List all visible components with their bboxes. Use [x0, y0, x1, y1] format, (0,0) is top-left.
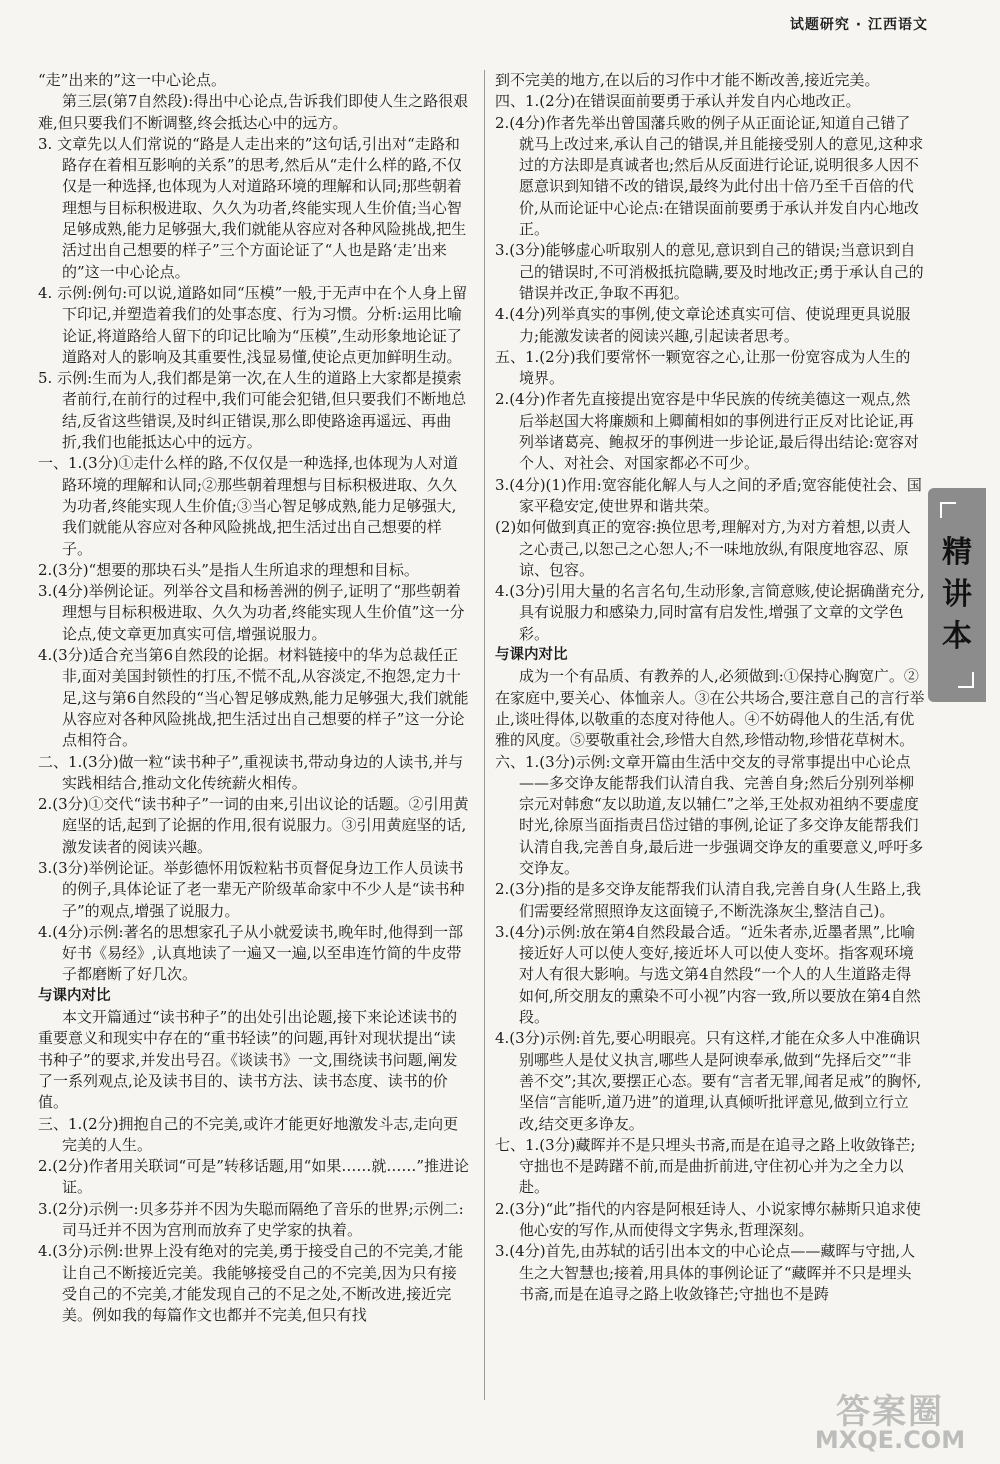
answer-paragraph: 2.(3分)“此”指代的内容是阿根廷诗人、小说家博尔赫斯只追求使他心安的写作,从而使得文字隽永,哲理深刻。 [495, 1199, 921, 1240]
answer-paragraph: 成为一个有品质、有教养的人,必须做到:①保持心胸宽广。②在家庭中,要关心、体恤亲人。③在公共场合,要注意自己的言行举止,谈吐得体,以敬重的态度对待他人。④不妨碍他人的生活,有优雅的风度。⑤要敬重社会,珍惜大自然,珍惜动物,珍惜花草树木。 [495, 667, 925, 750]
answer-paragraph: 4.(4分)示例:著名的思想家孔子从小就爱读书,晚年时,他得到一部好书《易经》,认真地读了一遍又一遍,以至串连竹简的牛皮带子都磨断了好几次。 [38, 922, 464, 984]
answer-paragraph: 5. 示例:生而为人,我们都是第一次,在人生的道路上大家都是摸索者前行,在前行的过程中,我们可能会犯错,但只要我们不断地总结,反省这些错误,及时纠正错误,那么即使路途再遥远、再曲折,我们也能抵达心中的远方。 [38, 369, 467, 452]
answer-paragraph: 2.(4分)作者先举出曾国藩兵败的例子从正面论证,知道自己错了就马上改过来,承认自己的错误,并且能接受别人的意见,这种求过的方法即是真诚者也;然后从反面进行论证,说明很多人因不愿意识到知错不改的错误,最终为此付出十倍乃至千百倍的代价,从而论证中心论点:在错误面前要勇于承认并发自内心地改正。 [495, 113, 924, 239]
answer-paragraph: 2.(3分)指的是多交诤友能帮我们认清自我,完善自身(人生路上,我们需要经常照照诤友这面镜子,不断洗涤灰尘,整洁自己)。 [495, 880, 921, 920]
section-heading: 与课内对比 [38, 987, 111, 1004]
answer-paragraph: 一、1.(3分)①走什么样的路,不仅仅是一种选择,也体现为人对道路环境的理解和认同;②那些朝着理想与目标积极进取、久久为功者,终能实现人生价值;③当心智足够成熟,能力足够强大,我们就能从容应对各种风险挑战,把生活过出自己想要的样子。 [38, 454, 459, 558]
answer-paragraph: 3.(3分)能够虚心听取别人的意见,意识到自己的错误;当意识到自己的错误时,不可消极抵抗隐瞒,要及时地改正;勇于承认自己的错误并改正,争取不再犯。 [495, 241, 924, 302]
answer-paragraph: 3.(4分)(1)作用:宽容能化解人与人之间的矛盾;宽容能使社会、国家平稳安定,使世界和谐共荣。 [495, 475, 922, 515]
section-heading: 与课内对比 [495, 647, 568, 664]
answer-paragraph: 4.(3分)示例:世界上没有绝对的完美,勇于接受自己的不完美,才能让自己不断接近完美。我能够接受自己的不完美,因为只有接受自己的不完美,才能发现自己的不足之处,不断改进,接近完美。例如我的每篇作文也都并不完美,但只有找 [38, 1242, 464, 1325]
answer-paragraph: 4.(3分)示例:首先,要心明眼亮。只有这样,才能在众多人中准确识别哪些人是仗义执言,哪些人是阿谀奉承,做到“先择后交”“非善不交”;其次,要摆正心态。要有“言者无罪,闻者足戒”的胸怀,坚信“言能听,道乃进”的道理,认真倾听批评意见,做到立行立改,结交更多诤友。 [495, 1029, 922, 1133]
left-column [38, 70, 470, 1327]
answer-paragraph: 七、1.(3分)藏晖并不是只埋头书斋,而是在追寻之路上收敛锋芒;守拙也不是踌躇不前,而是曲折前进,守住初心并为之全力以赴。 [495, 1135, 916, 1197]
answer-paragraph: 2.(4分)作者先直接提出宽容是中华民族的传统美德这一观点,然后举赵国大将廉颇和上卿蔺相如的事例进行正反对比论证,再列举诸葛亮、鲍叔牙的事例进一步论证,最后得出结论:宽容对个人、对社会、对国家都必不可少。 [495, 390, 919, 473]
answer-paragraph: 3.(4分)举例论证。列举谷文昌和杨善洲的例子,证明了“那些朝着理想与目标积极进取、久久为功者,终能实现人生价值”这一分论点,使文章更加真实可信,增强说服力。 [38, 582, 465, 643]
bracket-bottom-icon [958, 672, 974, 688]
column-divider [484, 70, 485, 1400]
answer-paragraph: 五、1.(2分)我们要常怀一颗宽容之心,让那一份宽容成为人生的境界。 [495, 347, 911, 388]
answer-paragraph: 4. 示例:例句:可以说,道路如同“压模”一般,于无声中在个人身上留下印记,并塑造着我们的处事态度、行为习惯。分析:运用比喻论证,将道路给人留下的印记比喻为“压模”,生动形象地论证了道路对人的影响及其重要性,浅显易懂,使论点更加鲜明生动。 [38, 283, 468, 366]
bracket-top-icon [940, 502, 956, 518]
answer-paragraph: 四、1.(2分)在错误面前要勇于承认并发自内心地改正。 [495, 92, 861, 111]
side-tab [928, 488, 986, 702]
watermark-text: 答案圈 [836, 1392, 944, 1432]
answer-paragraph: 4.(3分)适合充当第6自然段的论据。材料链接中的华为总裁任正非,面对美国封锁性的打压,不慌不乱,从容淡定,不抱怨,定力十足,这与第6自然段的“当心智足够成熟,能力足够强大,我们就能从容应对各种风险挑战,把生活过出自己想要的样子”这一分论点相符合。 [38, 646, 469, 750]
answer-paragraph: (2)如何做到真正的宽容:换位思考,理解对方,为对方着想,以责人之心责己,以恕己之心恕人;不一味地放纵,有限度地容忍、原谅、包容。 [495, 518, 911, 579]
answer-paragraph: 2.(2分)作者用关联词“可是”转移话题,用“如果……就……”推进论证。 [38, 1157, 470, 1197]
answer-paragraph: 本文开篇通过“读书种子”的出处引出论题,接下来论述读书的重要意义和现实中存在的“重书轻读”的问题,再针对现状提出“读书种子”的要求,并发出号召。《谈读书》一文,围绕读书问题,阐发了一系列观点,论及读书目的、读书方法、读书态度、读书的价值。 [38, 1008, 458, 1112]
answer-paragraph: 3. 文章先以人们常说的“路是人走出来的”这句话,引出对“走路和路存在着相互影响的关系”的思考,然后从“走什么样的路,不仅仅是一种选择,也体现为人对道路环境的理解和认同;那些朝着理想与目标积极进取、久久为功者,终能实现人生价值;当心智足够成熟,能力足够强大,我们就能从容应对各种风险挑战,把生活过出自己想要的样子”三个方面论证了“人也是路‘走’出来的”这一中心论点。 [38, 134, 467, 281]
answer-paragraph: 3.(3分)举例论证。举彭德怀用饭粒粘书页督促身边工作人员读书的例子,具体论证了老一辈无产阶级革命家中不少人是“读书种子”的观点,增强了说服力。 [38, 858, 465, 920]
side-tab-label: 精讲本 [942, 535, 972, 654]
watermark [790, 1384, 990, 1458]
answer-paragraph: 4.(3分)引用大量的名言名句,生动形象,言简意赅,使论据确凿充分,具有说服力和感染力,同时富有启发性,增强了文章的文学色彩。 [495, 582, 925, 643]
answer-paragraph: 4.(4分)列举真实的事例,使文章论述真实可信、使说理更具说服力;能激发读者的阅读兴趣,引起读者思考。 [495, 305, 911, 345]
running-header: 试题研究 · 江西语文 [789, 17, 928, 33]
answer-paragraph: “走”出来的”这一中心论点。 [38, 71, 227, 89]
answer-paragraph: 第三层(第7自然段):得出中心论点,告诉我们即使人生之路很艰难,但只要我们不断调整,终会抵达心中的远方。 [38, 92, 469, 132]
answer-paragraph: 3.(4分)首先,由苏轼的话引出本文的中心论点——藏晖与守拙,人生之大智慧也;接着,用具体的事例论证了“藏晖并不只是埋头书斋,而是在追寻之路上收敛锋芒;守拙也不是踌 [495, 1242, 916, 1303]
answer-paragraph: 二、1.(3分)做一粒“读书种子”,重视读书,带动身边的人读书,并与实践相结合,推动文化传统薪火相传。 [38, 752, 464, 792]
answer-paragraph: 三、1.(2分)拥抱自己的不完美,或许才能更好地激发斗志,走向更完美的人生。 [38, 1114, 459, 1154]
answer-paragraph: 六、1.(3分)示例:文章开篇由生活中交友的寻常事提出中心论点——多交诤友能帮我们认清自我、完善自身;然后分别列举柳宗元对韩愈“友以助道,友以辅仁”之举,王处叔劝祖纳不要虚度时光,徐原当面指责吕岱过错的事例,论证了多交诤友能帮我们认清自我,完善自身,最后进一步强调交诤友的重要意义,呼吁多交诤友。 [495, 752, 924, 877]
right-column [495, 70, 925, 1305]
answer-paragraph: 3.(4分)示例:放在第4自然段最合适。“近朱者赤,近墨者黑”,比喻接近好人可以使人变好,接近坏人可以使人变坏。指客观环境对人有很大影响。与选文第4自然段“一个人的人生道路走得如何,所交朋友的熏染不可小视”内容一致,所以要放在第4自然段。 [495, 922, 921, 1027]
answer-paragraph: 2.(3分)①交代“读书种子”一词的由来,引出议论的话题。②引用黄庭坚的话,起到了论据的作用,很有说服力。③引用黄庭坚的话,激发读者的阅读兴趣。 [38, 795, 469, 856]
watermark-url: MXQE.COM [814, 1426, 966, 1454]
answer-paragraph: 到不完美的地方,在以后的习作中才能不断改善,接近完美。 [495, 71, 880, 89]
answer-paragraph: 2.(3分)“想要的那块石头”是指人生所追求的理想和目标。 [38, 560, 419, 579]
answer-paragraph: 3.(2分)示例一:贝多芬并不因为失聪而隔绝了音乐的世界;示例二:司马迁并不因为宫刑而放弃了史学家的执着。 [38, 1199, 464, 1240]
